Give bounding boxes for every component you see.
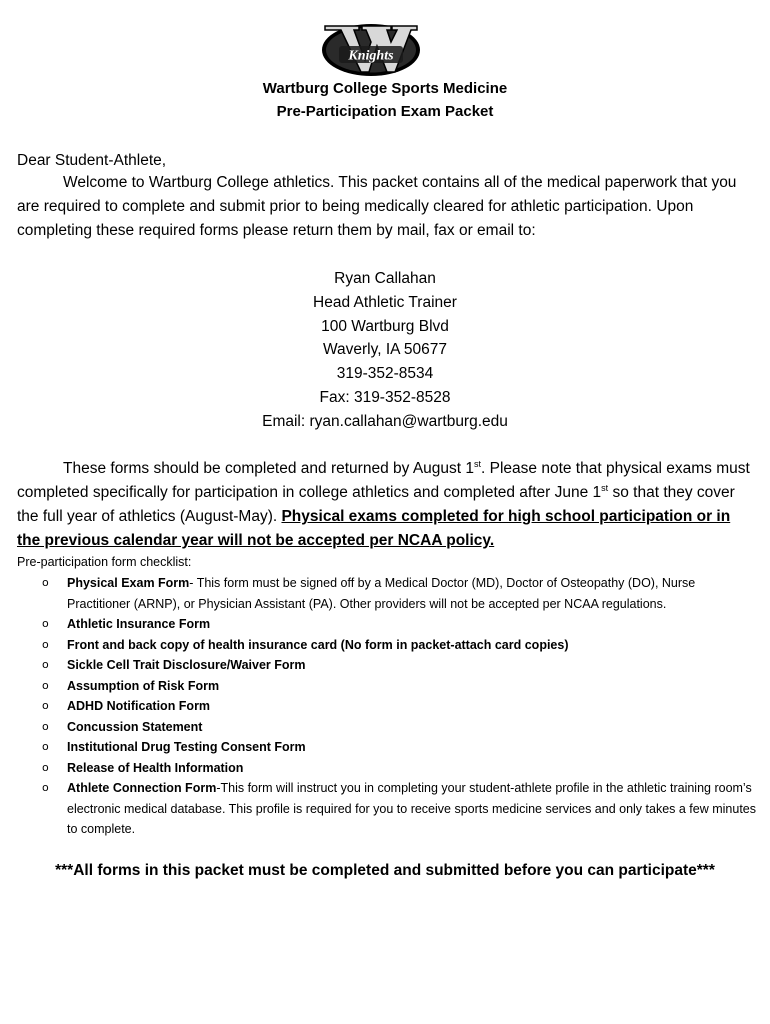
form-checklist xyxy=(42,573,757,840)
checklist-item-name: Release of Health Information xyxy=(67,760,244,775)
checklist-item-name: Athletic Insurance Form xyxy=(67,617,211,631)
contact-address-block xyxy=(0,267,770,434)
contact-phone: 319-352-8534 xyxy=(336,365,434,383)
deadline-text-1: These forms should be completed and returned by August 1 xyxy=(63,460,474,477)
checklist-item xyxy=(42,676,757,697)
wartburg-knights-logo xyxy=(319,20,423,78)
deadline-paragraph xyxy=(17,457,752,553)
checklist-bullet: o xyxy=(42,760,49,774)
deadline-sup-2: st xyxy=(601,482,609,493)
footer-notice: ***All forms in this packet must be completed and submitted before you can participate*** xyxy=(55,862,715,879)
contact-fax: Fax: 319-352-8528 xyxy=(319,388,451,406)
checklist-item-name: Physical Exam Form xyxy=(67,576,190,590)
deadline-sup-1: st xyxy=(474,458,482,469)
checklist-bullet: o xyxy=(42,576,49,589)
contact-title: Head Athletic Trainer xyxy=(313,293,457,311)
document-subtitle: Pre-Participation Exam Packet xyxy=(276,103,494,120)
checklist-bullet: o xyxy=(42,678,49,692)
checklist-item-description: -This form will instruct you in completing your student-athlete profile in the athletic training room’s electronic medical database. This profile is required for you to receive sports medicine services and only takes a few minutes to complete. xyxy=(67,781,756,836)
contact-city: Waverly, IA 50677 xyxy=(322,341,448,359)
deadline-text-2: . Please note that physical exams must completed specifically for participation in college athletics and completed after June 1 xyxy=(17,460,750,501)
checklist-item xyxy=(42,778,757,840)
checklist-item-name: Front and back copy of health insurance card (No form in packet-attach card copies) xyxy=(67,637,569,652)
checklist-item xyxy=(42,635,757,656)
checklist-item-description: - This form must be signed off by a Medical Doctor (MD), Doctor of Osteopathy (DO), Nurse Practitioner (ARNP), or Physician Assistant (PA). Other providers will not be accepted per NCAA regulations. xyxy=(67,576,696,611)
checklist-item xyxy=(42,717,757,738)
checklist-title: Pre-participation form checklist: xyxy=(17,555,192,569)
checklist-item-name: ADHD Notification Form xyxy=(67,699,211,713)
checklist-bullet: o xyxy=(42,719,49,733)
checklist-item xyxy=(42,573,757,614)
checklist-item-name: Assumption of Risk Form xyxy=(67,678,220,693)
document-title: Wartburg College Sports Medicine xyxy=(262,80,508,97)
checklist-item xyxy=(42,655,757,676)
checklist-bullet: o xyxy=(42,781,49,794)
ncaa-policy-notice: Physical exams completed for high school participation or in the previous calendar year will not be accepted per NCAA policy. xyxy=(17,508,731,549)
checklist-bullet: o xyxy=(42,699,49,712)
checklist-item-name: Institutional Drug Testing Consent Form xyxy=(67,740,306,754)
checklist-item xyxy=(42,614,757,635)
checklist-item xyxy=(42,696,757,717)
checklist-item-name: Athlete Connection Form xyxy=(67,781,217,795)
checklist-bullet: o xyxy=(42,617,49,630)
checklist-bullet: o xyxy=(42,637,49,651)
checklist-bullet: o xyxy=(42,658,49,671)
logo-wordmark: Knights xyxy=(348,48,394,64)
intro-paragraph: Welcome to Wartburg College athletics. This packet contains all of the medical paperwork that you are required to complete and submit prior to being medically cleared for athletic participation. Upon completing these required forms please return them by mail, fax or email to: xyxy=(17,174,737,239)
deadline-text-3: so that they cover the full year of athletics (August-May). xyxy=(17,484,735,525)
salutation: Dear Student-Athlete, xyxy=(17,152,167,169)
contact-name: Ryan Callahan xyxy=(334,270,436,287)
contact-email[interactable]: Email: ryan.callahan@wartburg.edu xyxy=(262,412,508,430)
contact-street: 100 Wartburg Blvd xyxy=(321,317,449,335)
checklist-item xyxy=(42,758,757,779)
checklist-bullet: o xyxy=(42,740,49,753)
checklist-item-name: Concussion Statement xyxy=(67,719,203,734)
checklist-item xyxy=(42,737,757,758)
checklist-item-name: Sickle Cell Trait Disclosure/Waiver Form xyxy=(67,658,306,672)
